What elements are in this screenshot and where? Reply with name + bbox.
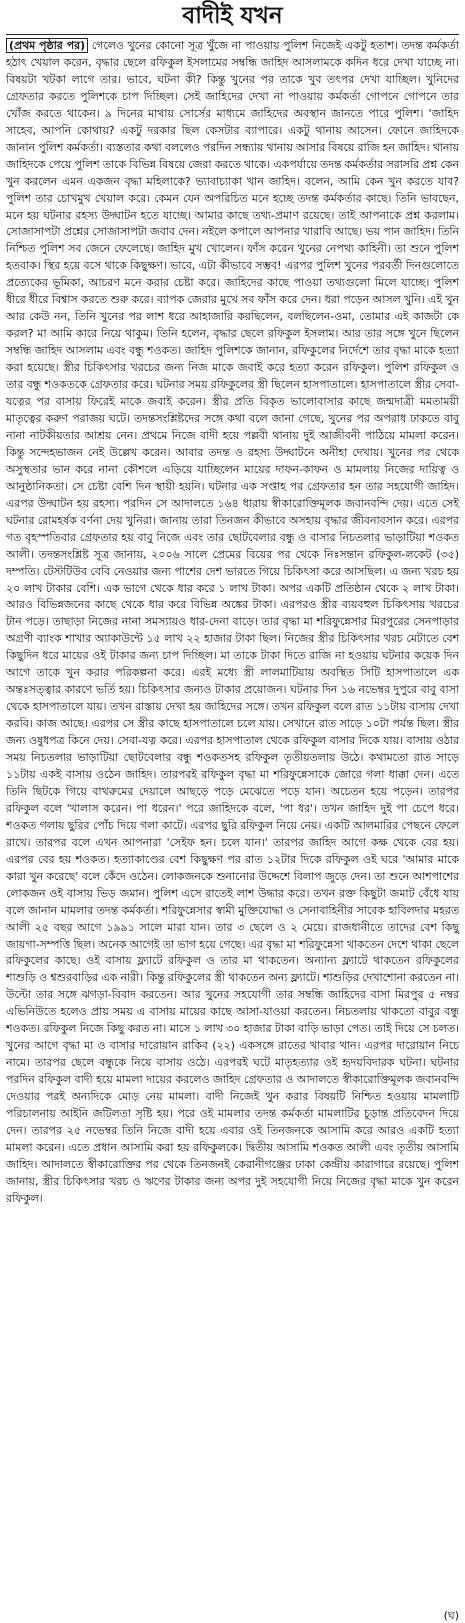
- page-mark: (ঘ): [443, 1609, 459, 1622]
- article-body: [6, 38, 459, 1208]
- headline-divider: [6, 34, 459, 35]
- jump-label: (প্রথম পৃষ্ঠার পর): [6, 38, 88, 53]
- news-page: [6, 0, 459, 1623]
- article-text: গেলেও খুনের কোনো সূত্র খুঁজে না পাওয়ায় পুলিশ নিজেই একটু হতাশ। তদন্ত কর্মকর্তা হঠাৎ খেয়াল করেন, বৃদ্ধার ছেলে রফিকুল ইসলামের সম্বন্ধি জাহিদ আসলামকে কদিন ধরে দেখা যাচ্ছে না। বিষয়টা খটকা লাগে তার। ভাবে, ঘটনা কী? কিন্তু খুনের পর তাকে খুব তৎপর দেখা যাচ্ছিল। খুনিদের গ্রেফতার করতে পুলিশকে চাপ দিচ্ছিল। সেই জাহিদের দেখা না পাওয়ায় কর্মকর্তা গোপনে গোপনে তার খোঁজ করতে থাকেন। ৯ দিনের মাথায় সোর্সের মাধ্যমে জাহিদের অবস্থান জানতে পারে পুলিশ। 'জাহিদ সাহেব, আপনি কোথায়? একটু দরকার ছিল কেসটার ব্যাপারে। একটু থানায় আসেন। ফোনে জাহিদকে জানান পুলিশ কর্মকর্তা। ব্যস্ততার কথা বললেও পরদিন সন্ধ্যায় থানায় আসার বিষয়ে রাজি হন জাহিদ। থানায় জাহিদকে পেয়ে পুলিশ তাকে বিভিন্ন বিষয়ে জেরা করতে থাকে। একপর্যায়ে তদন্ত কর্মকর্তার সরাসরি প্রশ্ন কেন খুন করলেন এমন একজন বৃদ্ধা মহিলাকে? ভ্যাবাচ্যাকা খান জাহিদ। বলেন, আমি কেন খুন করতে যাব? পুলিশ তার চোখমুখ খেয়াল করে। কেমন যেন অপরিচিত মনে হচ্ছে তদন্ত কর্মকর্তার কাছে। তিনি ভাবছেন, মনে হয় ঘটনার রহস্য উদ্ঘাটন হতে যাচ্ছে। আমার কাছে তথ্য-প্রমাণ রয়েছে। তাই আপনাকে প্রশ্ন করলাম। সোজাসাপটা প্রশ্নের সোজাসাপটা জবাব দেন। নইলে কপালে আপনার খারাবি আছে। ভয় পান জাহিদ। তিনি নিশ্চিত পুলিশ সব জেনে ফেলেছে। জাহিদ মুখ খোলেন। ফাঁস করেন খুনের নেপথ্য কাহিনী। তা শুনে পুলিশ হতবাক। স্থির হয়ে বসে থাকে কিছুক্ষণ। ভাবে, এটা কীভাবে সম্ভব! এরপর পুলিশ খুনের পরবর্তী দিনগুলোতে প্রত্যেকের ভূমিকা, আচরণ মনে করার চেষ্টা করে। জাহিদের কাছে পাওয়া তথ্যগুলো মিলে যাচ্ছে। পুলিশ ধীরে ধীরে বিশ্বাস করতে শুরু করে। ব্যাপক জেরার মুখে সব ফাঁস করে দেন। ধরা পড়েন আসল খুনি। এই খুন আর কেউ নন, তিনি খুনের পর লাশ ধরে আহাজারি করছিলেন, বলছিলেন-ওমা, তোমার এই কাজটা কে করল? মা আমি কারে নিয়ে থাকুম। তিনি হলেন, বৃদ্ধার ছেলে রফিকুল ইসলাম। আর তার সঙ্গে খুনে ছিলেন সম্বন্ধি জাহিদ আসলাম এবং বন্ধু শওকত। জাহিদ পুলিশকে জানান, রফিকুলের নির্দেশে তার বৃদ্ধা মাকে হত্যা করা হয়েছে। স্ত্রীর চিকিৎসার খরচের জন্য নিজ মাকে জবাই করে হত্যা করেন রফিকুল। পুলিশ রফিকুল ও তার বন্ধু শওকতকে গ্রেফতার করে। ঘটনার সময় রফিকুলের স্ত্রী ছিলেন হাসপাতালে। হাসপাতালে স্ত্রীর সেবা-যত্নের পর বাসায় ফিরেই মাকে জবাই করেন। স্ত্রীর প্রতি বিকৃত ভালোবাসার কাছে জন্মদাত্রী মমতাময়ী মাতৃত্বের করুণ পরাজয় ঘটে। তদন্তসংশ্লিষ্টদের সঙ্গে কথা বলে জানা গেছে, খুনের পর অপরাধ ঢাকতে বাবু নানা নাটকীয়তার আশ্রয় নেন। প্রথমে নিজে বাদী হয়ে পল্লবী থানায় দুই আজীবনী পাঠিয়ে মামলা করেন। কিন্তু সন্দেহভাজন নেই উল্লেখ করেন। আবার তদন্ত ও রহস্য উদ্ঘাটনে অনীহা দেখায়। খুনের পর থেকে অসুস্থতার ভান করে নানা কৌশলে এড়িয়ে যাচ্ছিলেন মায়ের দাফন-কাফন ও মামলায় নিজের দায়িত্ব ও আনুষ্ঠানিকতা। সে চেষ্টা বেশি দিন স্থায়ী হয়নি। ঘটনার এক সপ্তাহ পর গ্রেফতার হন তার সহযোগী জাহিদ। এরপর উদ্ঘাটন হয় রহস্য। পরদিন সে আদালতে ১৬৪ ধারায় স্বীকারোক্তিমূলক জবানবন্দি দেয়। এতে সেই ঘটনার রোমহর্ষক বর্ণনা দেয় খুনিরা। জানায় তারা তিনজন কীভাবে অসহায় বৃদ্ধার জীবনাবসান করে। এরপর গত বৃহস্পতিবার গ্রেফতার হয় বাবু নিজে এবং তার ছোটবেলার বন্ধু ও বাসার নিচতলার ভাড়াটিয়া শওকত আলী। তদন্তসংশ্লিষ্ট সূত্র জানায়, ২০০৬ সালে প্রেমের বিয়ের পর থেকে নিঃসন্তান রফিকুল-লকেট (৩৫) দম্পতি। টেস্টটিউব বেবি নেওয়ার জন্য পাশের দেশ ভারতে গিয়ে চিকিৎসা করে আসছিল। এ জন্য খরচ হয় ২০ লাখ টাকার বেশি। এক ভাগে থেকে ধার করে ১ লাখ টাকা। অপর একটি প্রতিষ্ঠান থেকে ২ লাখ টাকা। আরও বিভিন্নজনের কাছে থেকে ধার করে বিভিন্ন অঙ্কের টাকা। এরপরও স্ত্রীর ব্যয়বহুল চিকিৎসায় খরচের টান পড়ে। তাছাড়া নিজের নানা সমস্যায়ও ধার-দেনা বাড়ে। তার বৃদ্ধা মা শরিফুন্নেসার মিরপুরের সেনপাড়ার অগ্রণী ব্যাংক শাখার অ্যাকাউন্টে ১৫ লাখ ২২ হাজার টাকা ছিল। নিজের স্ত্রীর চিকিৎসার খরচ মেটাতে বেশ কিছুদিন ধরে মায়ের ওই টাকার জন্য চাপ দিচ্ছিল। মা তাকে টাকা দিতে রাজি না হওয়ায় ঘটনার কয়েক দিন আগে তাকে খুন করার পরিকল্পনা করে। এরই মধ্যে স্ত্রী লালমাটিয়ায় অবস্থিত সিটি হাসপাতালে এক অন্তঃসত্ত্বার কারণে ভর্তি হয়। চিকিৎসার জন্যও টাকার প্রয়োজন। ঘটনার দিন ১৬ নভেম্বর দুপুরে বাবু বাসা থেকে হাসপাতালে যায়। তখন রাস্তায় দেখা হয় জাহিদের সঙ্গে। তখন রফিকুল বলে রাত ১১টায় বাসায় দেখা করবি। কাজ আছে। এরপর সে স্ত্রীর কাছে হাসপাতালে চলে যায়। সেখানে রাত সাড়ে ১০টা পর্যন্ত ছিল। স্ত্রীর জন্য ওষুধপত্র কিনে দেয়। সেবা-যত্ন করে। এরপর হাসপাতাল থেকে রফিকুল বাসার দিকে যায়। বাসায় ওঠার সময় নিচতলার ভাড়াটিয়া ছোটবেলার বন্ধু শওকতসহ রফিকুল তৃতীয়তলায় উঠে। কথামতো রাত সাড়ে ১১টায় একই বাসায় ওঠেন জাহিদ। তারপরই রফিকুল বৃদ্ধা মা শরিফুন্নেসাকে জোরে গলা ধাক্কা দেন। এতে তিনি ছিটকে গিয়ে বাথরুমের দেয়ালে আছড়ে পড়ে মেঝেতে পড়ে যান। অচেতন হয়ে পড়েন। তারপর রফিকুল বলে 'খালাস করেন। পা ধরেন।' পরে জাহিদকে বলে, 'পা ধর'। তখন জাহিদ দুই পা চেপে ধরে। শওকত গলায় ছুরির পোঁচ দিয়ে গলা কাটে। এরপর ছুরি রফিকুল নিয়ে নেয়। একটি আলমারির পেছনে ফেলে রাখে। তারপর বলে এখন আপনারা 'সেইফ হন। চলে যান।' তারপর জাহিদ আগে কক্ষ থেকে বের হয়। এরপর বের হয় শওকত। হত্যাকাণ্ডের বেশ কিছুক্ষণ পর রাত ১২টার দিকে রফিকুল ওই ঘরে 'আমার মাকে কারা খুন করেছে' বলে কেঁদে ওঠেন। লোকজনকে শুনানোর উদ্দেশে বিলাপ জুড়ে দেন। তা শুনে আশপাশের লোকজন ওই বাসায় ভিড় জমান। পুলিশ এসে রাতেই লাশ উদ্ধার করে। তখন রক্ত কিছুটা জমাট বেঁধে যায় বলে জানান মামলার তদন্ত কর্মকর্তা। শরিফুন্নেসার স্বামী মুক্তিযোদ্ধা ও সেনাবাহিনীর সাবেক হাবিলদার মহরত আলী ২৫ বছর আগে ১৯৯১ সালে মারা যান। তার ৩ ছেলে ও ২ মেয়ে। রাজধানীতে তাদের বেশ কিছু জায়গা-সম্পত্তি ছিল। অনেক আগেই তা ভাগ হয়ে গেছে। এর বৃদ্ধা মা শরিফুন্নেসা থাকতেন দেশে থাকা ছেলে রফিকুলের কাছে। ওই বাসায় ফ্ল্যাটে রফিকুল ও তার মা থাকতেন। অন্যান্য ফ্ল্যাটে থাকতেন রফিকুলের শাশুড়ি ও শ্বশুরবাড়ির এক নারী। কিন্তু রফিকুলের স্ত্রী থাকতেন অন্য ফ্ল্যাটে। শাশুড়ির দেখাশোনা করতেন না। উল্টো তার সঙ্গে ঝগড়া-বিবাদ করতেন। আর খুনের সহযোগী তার সম্বন্ধি জাহিদের বাসা মিরপুর ৫ নম্বর এভিনিউতে হলেও প্রায় সময় এ বাসায় মায়ের কাছে আসা-যাওয়া করতেন। নিচতলায় থাকতো বাবুর বন্ধু শওকত। রফিকুল নিজে কিছু করত না। মাসে ১ লাখ ৩০ হাজার টাকা বাড়ি ভাড়া পেত। তাই দিয়ে সে চলত। খুনের আগে বৃদ্ধা মা ও বাসার দারোয়ান রাকিব (২২) একসঙ্গে রাতের খাবার খান। এরপর দারোয়ান নিচে নামে। তারপর ছেলে বন্ধুকে নিয়ে বাসায় ওঠে। এরপরই ঘটে মাতৃহত্যার ওই হৃদয়বিদারক ঘটনা। ঘটনার পরদিন রফিকুল বাদী হয়ে মামলা দায়ের করলেও জাহিদ গ্রেফতার ও আদালতে স্বীকারোক্তিমূলক জবানবন্দি দেওয়ার পরই অন্যদিকে মোড় নেয় মামলা। বাদী নিজেই খুন করার বিষয়টি নিশ্চিত হওয়ায় মামলাটি পরিচালনায় আইনি জটিলতা সৃষ্টি হয়। পরে ওই মামলার তদন্ত কর্মকর্তা মামলাটির চূড়ান্ত প্রতিবেদন দিয়ে দেন। তারপর ২৫ নভেম্বর তিনি নিজে বাদী হয়ে এবার ওই তিনজনকে আসামি করে আরও একটি হত্যা মামলা করেন। এতে প্রধান আসামি করা হয় রফিকুলকে। দ্বিতীয় আসামি শওকত আলী এবং তৃতীয় আসামি জাহিদ। আদালতে স্বীকারোক্তির পর থেকে তিনজনই কেরানীগঞ্জের ঢাকা কেন্দ্রীয় কারাগারে রয়েছে। পুলিশ জানায়, স্ত্রীর চিকিৎসার খরচ ও ঋণের টাকার জন্য অপর দুই সহযোগী নিয়ে নিজের বৃদ্ধা মাকে খুন করেন রফিকুল।: [6, 39, 459, 1205]
- article-headline: বাদীই যখন: [182, 3, 283, 29]
